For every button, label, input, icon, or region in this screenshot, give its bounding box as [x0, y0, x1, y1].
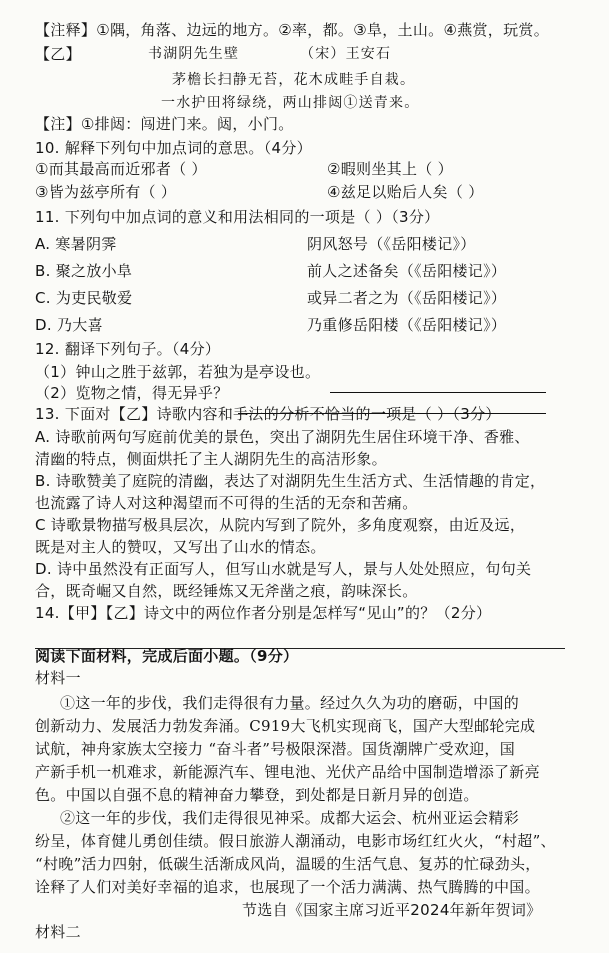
- text-line: 【乙】: [35, 45, 81, 63]
- text-line: 或异二者之为（《岳阳楼记》）: [307, 289, 507, 307]
- text-line: 产新手机一机难求，新能源汽车、锂电池、光伏产品给中国制造增添了新亮: [35, 763, 540, 781]
- text-line: ①这一年的步伐，我们走得很有力量。经过久久为功的磨砺，中国的: [60, 694, 520, 712]
- text-line: 前人之述备矣（《岳阳楼记》）: [307, 262, 507, 280]
- text-line: 14.【甲】【乙】诗文中的两位作者分别是怎样写“见山”的？（2分）: [35, 604, 492, 622]
- text-line: 色。中国以自强不息的精神奋力攀登，到处都是日新月异的创造。: [35, 786, 479, 804]
- text-line: （2）览物之情，得无异乎？: [35, 384, 229, 402]
- text-line: 也流露了诗人对这种渴望而不可得的生活的无奈和苦痛。: [35, 494, 418, 512]
- text-line: 合，既奇崛又自然，既经锤炼又无斧凿之痕，韵味深长。: [35, 582, 418, 600]
- text-line: 乃重修岳阳楼（《岳阳楼记》）: [307, 316, 507, 334]
- text-line: D. 乃大喜: [35, 316, 103, 334]
- text-line: 清幽的特点，侧面烘托了主人湖阴先生的高洁形象。: [35, 450, 387, 468]
- text-line: C. 为吏民敬爱: [35, 289, 133, 307]
- text-line: ③皆为兹亭所有（ ）: [35, 183, 177, 201]
- text-line: 节选自《国家主席习近平2024年新年贺词》: [242, 901, 542, 919]
- text-line: ②这一年的步伐，我们走得很见神采。成都大运会、杭州亚运会精彩: [60, 809, 520, 827]
- text-line: 材料二: [35, 923, 81, 941]
- text-line: 12. 翻译下列句子。（4分）: [35, 340, 221, 358]
- text-line: 茅檐长扫静无苔，花木成畦手自栽。: [172, 72, 416, 88]
- text-line: 诠释了人们对美好幸福的追求，也展现了一个活力满满、热气腾腾的中国。: [35, 878, 540, 896]
- text-line: 【注】①排闼：闯进门来。闼，小门。: [35, 115, 294, 133]
- text-line: A. 寒暑阴霁: [35, 235, 117, 253]
- text-line: 10. 解释下列句中加点词的意思。（4分）: [35, 139, 312, 157]
- text-line: ②暇则坐其上（ ）: [327, 160, 453, 178]
- text-line: B. 聚之放小阜: [35, 262, 133, 280]
- text-line: 11. 下列句中加点词的意义和用法相同的一项是（ ）（3分）: [35, 208, 440, 226]
- text-line: B. 诗歌赞美了庭院的清幽，表达了对湖阴先生生活方式、生活情趣的肯定，: [35, 472, 546, 490]
- text-line: A. 诗歌前两句写庭前优美的景色，突出了湖阴先生居住环境干净、香雅、: [35, 428, 530, 446]
- text-line: 既是对主人的赞叹，又写出了山水的情态。: [35, 538, 326, 556]
- text-line: 【注释】①隅，角落、边远的地方。②率，都。③阜，土山。④燕赏，玩赏。: [35, 21, 549, 39]
- text-line: ①而其最高而近邪者（ ）: [35, 160, 207, 178]
- text-line: 13. 下面对【乙】诗歌内容和手法的分析不恰当的一项是（ ）（3分）: [35, 405, 501, 423]
- text-line: 纷呈，体育健儿勇创佳绩。假日旅游人潮涌动，电影市场红红火火，“村超”、: [35, 832, 556, 850]
- text-line: 阴风怒号（《岳阳楼记》）: [307, 235, 476, 253]
- answer-blank-1: [330, 378, 546, 393]
- text-line: 创新动力、发展活力勃发奔涌。C919大飞机实现商飞，国产大型邮轮完成: [35, 717, 536, 735]
- text-line: “村晚”活力四射，低碳生活渐成风尚，温暖的生活气息、复苏的忙碌劲头，: [35, 855, 541, 873]
- text-line: 一水护田将绿绕，两山排闼①送青来。: [161, 95, 420, 111]
- text-line: （1）钟山之胜于兹郭，若独为是亭设也。: [35, 363, 321, 381]
- text-line: （宋）王安石: [300, 46, 392, 62]
- text-line: C 诗歌景物描写极具层次，从院内写到了院外，多角度观察，由近及远，: [35, 516, 526, 534]
- text-line: 阅读下面材料，完成后面小题。（9分）: [35, 647, 299, 665]
- text-line: ④兹足以贻后人矣（ ）: [327, 183, 484, 201]
- text-line: D. 诗中虽然没有正面写人，但写山水就是写人，景与人处处照应，句句关: [35, 560, 532, 578]
- text-line: 试航，神舟家族太空接力 “奋斗者”号极限深潜。国货潮牌广受欢迎，国: [35, 740, 516, 758]
- text-line: 书湖阴先生壁: [148, 46, 240, 62]
- text-line: 材料一: [35, 669, 81, 687]
